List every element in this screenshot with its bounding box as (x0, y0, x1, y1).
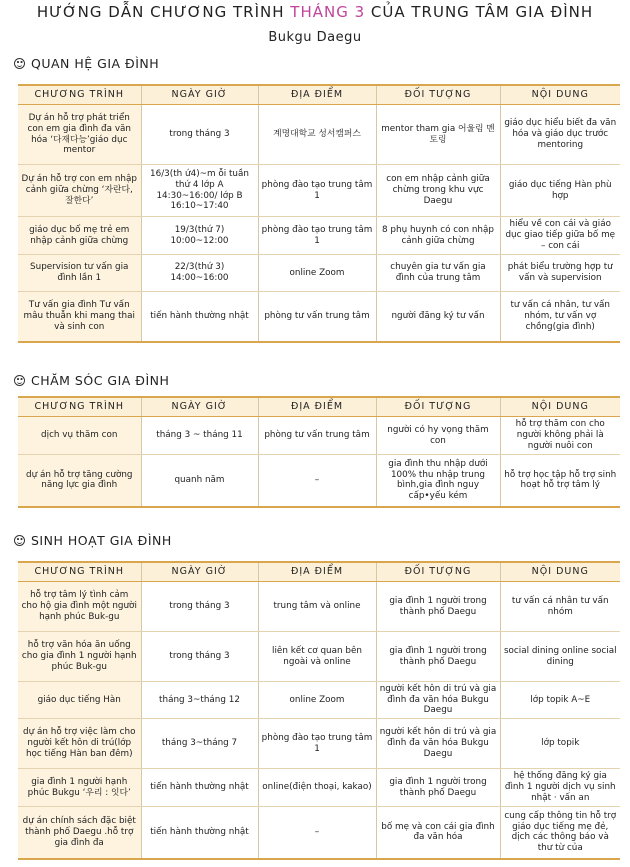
table-cell: tháng 3~tháng 12 (141, 682, 258, 719)
column-header: NGÀY GIỜ (141, 562, 258, 582)
table-cell: dự án hỗ trợ tăng cường năng lực gia đình (18, 455, 141, 507)
table-cell: tiến hành thường nhật (141, 292, 258, 342)
table-cell: người có hy vọng thăm con (376, 417, 500, 455)
column-header: NỘI DUNG (500, 562, 620, 582)
table-cell: social dining online social dining (500, 632, 620, 682)
section-title: QUAN HỆ GIA ĐÌNH (31, 56, 160, 71)
column-header: NỘI DUNG (500, 397, 620, 417)
table-cell: chuyên gia tư vấn gia đình của trung tâm (376, 255, 500, 292)
table-cell: 22/3(thứ 3) 14:00~16:00 (141, 255, 258, 292)
table-cell: hỗ trợ tâm lý tình cảm cho hộ gia đình một người hạnh phúc Buk-gu (18, 582, 141, 632)
program-table-family-relations (18, 84, 620, 343)
table-header-row (18, 85, 620, 105)
smiley-icon (14, 58, 25, 69)
table-cell: Tư vấn gia đình Tư vấn mâu thuẫn khi mang thai và sinh con (18, 292, 141, 342)
table-cell: hệ thống đăng ký gia đình 1 người dịch vụ sinh nhật · vấn an (500, 769, 620, 807)
table-cell: online(điện thoại, kakao) (258, 769, 376, 807)
table-cell: gia đình 1 người hạnh phúc Bukgu ‘우리 : 잇다’ (18, 769, 141, 807)
table-cell: phát biểu trường hợp tư vấn và supervision (500, 255, 620, 292)
table-cell: tiến hành thường nhật (141, 769, 258, 807)
column-header: ĐỊA ĐIỂM (258, 85, 376, 105)
table-cell: con em nhập cảnh giữa chừng trong khu vực Daegu (376, 165, 500, 217)
table-cell: phòng đào tạo trung tâm 1 (258, 217, 376, 255)
column-header: CHƯƠNG TRÌNH (18, 562, 141, 582)
table-cell: hiểu về con cái và giáo dục giao tiếp giữa bố mẹ – con cái (500, 217, 620, 255)
table-row (18, 105, 620, 165)
table-cell: quanh năm (141, 455, 258, 507)
table-cell: dịch vụ thăm con (18, 417, 141, 455)
table-cell: phòng đào tạo trung tâm 1 (258, 165, 376, 217)
column-header: NGÀY GIỜ (141, 85, 258, 105)
table-row (18, 255, 620, 292)
table-cell: dự án chính sách đặc biệt thành phố Daegu .hỗ trợ gia đình đa (18, 807, 141, 859)
table-cell: tư vấn cá nhân, tư vấn nhóm, tư vấn vợ chồng(gia đình) (500, 292, 620, 342)
table-cell: tư vấn cá nhân tư vấn nhóm (500, 582, 620, 632)
section-heading-family-relations (14, 56, 159, 71)
table-cell: giáo dục hiểu biết đa văn hóa và giáo dục trước mentoring (500, 105, 620, 165)
table-cell: trong tháng 3 (141, 105, 258, 165)
table-cell: hỗ trợ thăm con cho người không phải là người nuôi con (500, 417, 620, 455)
section-title: CHĂM SÓC GIA ĐÌNH (31, 373, 170, 388)
table-cell: tháng 3 ~ tháng 11 (141, 417, 258, 455)
smiley-icon (14, 375, 25, 386)
table-cell: Dự án hỗ trợ con em nhập cảnh giữa chừng ‘자란다, 잘한다’ (18, 165, 141, 217)
table-cell: online Zoom (258, 255, 376, 292)
table-row (18, 417, 620, 455)
table-cell: giáo dục tiếng Hàn phù hợp (500, 165, 620, 217)
title-text-end: CỦA TRUNG TÂM GIA ĐÌNH (365, 3, 594, 21)
table-cell: giáo dục tiếng Hàn (18, 682, 141, 719)
column-header: ĐỊA ĐIỂM (258, 562, 376, 582)
table-row (18, 632, 620, 682)
smiley-icon (14, 535, 25, 546)
table-cell: hỗ trợ văn hóa ăn uống cho gia đình 1 người hạnh phúc Buk-gu (18, 632, 141, 682)
table-cell: trong tháng 3 (141, 632, 258, 682)
section-heading-family-care (14, 373, 169, 388)
program-table-family-care (18, 396, 620, 508)
table-cell: phòng tư vấn trung tâm (258, 292, 376, 342)
table-cell: 계명대학교 성서캠퍼스 (258, 105, 376, 165)
table-cell: – (258, 455, 376, 507)
table-cell: người đăng ký tư vấn (376, 292, 500, 342)
column-header: NGÀY GIỜ (141, 397, 258, 417)
table-cell: tháng 3~tháng 7 (141, 719, 258, 769)
page-title (0, 3, 630, 21)
table-header-row (18, 397, 620, 417)
section-title: SINH HOẠT GIA ĐÌNH (31, 533, 172, 548)
table-cell: 8 phụ huynh có con nhập cảnh giữa chừng (376, 217, 500, 255)
title-text: HƯỚNG DẪN CHƯƠNG TRÌNH (36, 3, 291, 21)
table-cell: – (258, 807, 376, 859)
table-row (18, 769, 620, 807)
column-header: CHƯƠNG TRÌNH (18, 397, 141, 417)
column-header: ĐỐI TƯỢNG (376, 85, 500, 105)
table-cell: online Zoom (258, 682, 376, 719)
table-cell: Supervision tư vấn gia đình lần 1 (18, 255, 141, 292)
program-table-family-activities (18, 561, 620, 860)
table-cell: lớp topik (500, 719, 620, 769)
table-cell: dự án hỗ trợ việc làm cho người kết hôn di trú(lớp học tiếng Hàn ban đêm) (18, 719, 141, 769)
table-cell: bố mẹ và con cái gia đình đa văn hóa (376, 807, 500, 859)
table-cell: trong tháng 3 (141, 582, 258, 632)
table-cell: người kết hôn di trú và gia đình đa văn hóa Bukgu Daegu (376, 719, 500, 769)
table-cell: gia đình 1 người trong thành phố Daegu (376, 632, 500, 682)
title-highlight: THÁNG 3 (290, 3, 366, 21)
table-cell: người kết hôn di trú và gia đình đa văn hóa Bukgu Daegu (376, 682, 500, 719)
column-header: CHƯƠNG TRÌNH (18, 85, 141, 105)
table-cell: mentor tham gia 어울림 멘토링 (376, 105, 500, 165)
table-row (18, 455, 620, 507)
table-cell: Dự án hỗ trợ phát triển con em gia đình đa văn hóa ‘다재다능’giáo dục mentor (18, 105, 141, 165)
table-cell: gia đình 1 người trong thành phố Daegu (376, 582, 500, 632)
table-cell: phòng đào tạo trung tâm 1 (258, 719, 376, 769)
table-cell: lớp topik A~E (500, 682, 620, 719)
table-cell: 19/3(thứ 7) 10:00~12:00 (141, 217, 258, 255)
table-row (18, 582, 620, 632)
table-cell: gia đình thu nhập dưới 100% thu nhập trung bình,gia đình nguy cấp•yếu kém (376, 455, 500, 507)
table-cell: trung tâm và online (258, 582, 376, 632)
table-cell: hỗ trợ học tập hỗ trợ sinh hoạt hỗ trợ tâm lý (500, 455, 620, 507)
table-row (18, 292, 620, 342)
table-cell: 16/3(th ứ4)~m ỗi tuần thứ 4 lớp A 14:30~16:00/ lớp B 16:10~17:40 (141, 165, 258, 217)
column-header: NỘI DUNG (500, 85, 620, 105)
table-cell: cung cấp thông tin hỗ trợ giáo dục tiếng mẹ đẻ, dịch các thông báo và thư từ của (500, 807, 620, 859)
page-subtitle: Bukgu Daegu (268, 30, 362, 45)
table-cell: tiến hành thường nhật (141, 807, 258, 859)
column-header: ĐỊA ĐIỂM (258, 397, 376, 417)
table-row (18, 682, 620, 719)
column-header: ĐỐI TƯỢNG (376, 397, 500, 417)
table-row (18, 217, 620, 255)
table-cell: giáo dục bố mẹ trẻ em nhập cảnh giữa chừng (18, 217, 141, 255)
table-row (18, 165, 620, 217)
table-row (18, 719, 620, 769)
table-cell: gia đình 1 người trong thành phố Daegu (376, 769, 500, 807)
table-cell: liên kết cơ quan bên ngoài và online (258, 632, 376, 682)
table-cell: phòng tư vấn trung tâm (258, 417, 376, 455)
section-heading-family-activities (14, 533, 172, 548)
table-header-row (18, 562, 620, 582)
table-row (18, 807, 620, 859)
column-header: ĐỐI TƯỢNG (376, 562, 500, 582)
